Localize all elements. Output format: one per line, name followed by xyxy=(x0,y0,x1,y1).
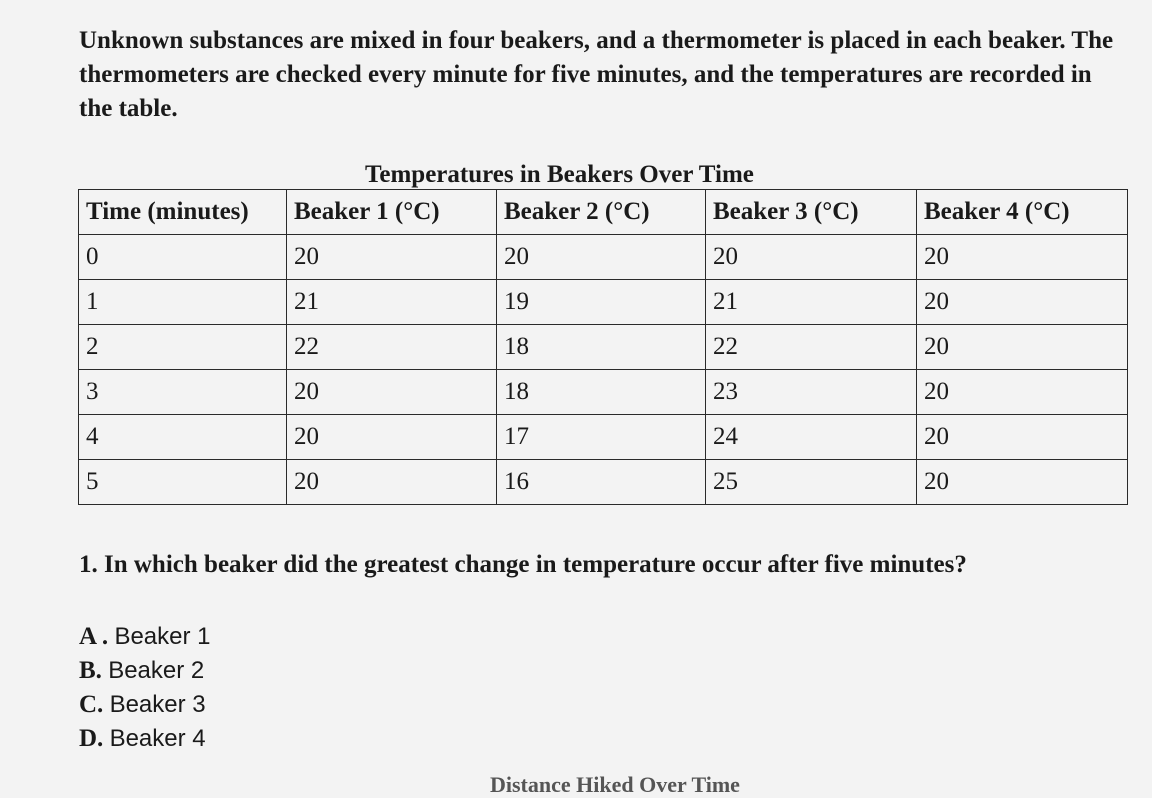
question-text: 1. In which beaker did the greatest change in temperature occur after five minutes? xyxy=(79,551,967,578)
cell-beaker-2: 20 xyxy=(497,235,706,280)
cell-beaker-1: 20 xyxy=(287,460,497,505)
cell-beaker-1: 20 xyxy=(287,415,497,460)
header-beaker-2: Beaker 2 (°C) xyxy=(497,190,706,235)
cell-time: 2 xyxy=(79,325,287,370)
table-title: Temperatures in Beakers Over Time xyxy=(365,161,754,188)
cell-beaker-1: 21 xyxy=(287,280,497,325)
answer-choices xyxy=(79,620,211,756)
choice-label: Beaker 1 xyxy=(114,623,211,650)
cell-beaker-2: 16 xyxy=(497,460,706,505)
cell-beaker-3: 24 xyxy=(706,415,917,460)
table-header-row xyxy=(79,190,1128,235)
cell-beaker-3: 23 xyxy=(706,370,917,415)
table-row xyxy=(79,460,1128,505)
choice-label: Beaker 4 xyxy=(109,725,206,752)
table-row xyxy=(79,235,1128,280)
choice-letter: D. xyxy=(79,725,104,752)
cell-time: 3 xyxy=(79,370,287,415)
choice-d[interactable] xyxy=(79,722,211,756)
cell-beaker-4: 20 xyxy=(917,280,1128,325)
choice-b[interactable] xyxy=(79,654,211,688)
table-row xyxy=(79,370,1128,415)
cell-time: 5 xyxy=(79,460,287,505)
cell-beaker-1: 20 xyxy=(287,370,497,415)
cell-beaker-2: 19 xyxy=(497,280,706,325)
next-section-heading-cutoff: Distance Hiked Over Time xyxy=(490,772,740,797)
intro-paragraph: Unknown substances are mixed in four beakers, and a thermometer is placed in each beaker. The thermometers are checked every minute for five minutes, and the temperatures are recorded in the table. xyxy=(79,27,1114,122)
choice-label: Beaker 3 xyxy=(109,691,206,718)
header-beaker-1: Beaker 1 (°C) xyxy=(287,190,497,235)
choice-label: Beaker 2 xyxy=(108,657,205,684)
cell-beaker-3: 20 xyxy=(706,235,917,280)
cell-beaker-4: 20 xyxy=(917,235,1128,280)
table-row xyxy=(79,325,1128,370)
table-row xyxy=(79,280,1128,325)
cell-beaker-3: 21 xyxy=(706,280,917,325)
cell-beaker-4: 20 xyxy=(917,415,1128,460)
cell-beaker-1: 22 xyxy=(287,325,497,370)
choice-c[interactable] xyxy=(79,688,211,722)
cell-time: 1 xyxy=(79,280,287,325)
choice-a[interactable] xyxy=(79,620,211,654)
choice-letter: B. xyxy=(79,657,102,684)
cell-beaker-1: 20 xyxy=(287,235,497,280)
header-time: Time (minutes) xyxy=(79,190,287,235)
cell-beaker-2: 18 xyxy=(497,370,706,415)
cell-time: 0 xyxy=(79,235,287,280)
cell-beaker-4: 20 xyxy=(917,370,1128,415)
cell-beaker-2: 18 xyxy=(497,325,706,370)
table-row xyxy=(79,415,1128,460)
cell-beaker-3: 22 xyxy=(706,325,917,370)
temperature-table xyxy=(78,189,1128,505)
choice-letter: A . xyxy=(79,623,109,650)
header-beaker-3: Beaker 3 (°C) xyxy=(706,190,917,235)
cell-beaker-4: 20 xyxy=(917,325,1128,370)
header-beaker-4: Beaker 4 (°C) xyxy=(917,190,1128,235)
cell-beaker-2: 17 xyxy=(497,415,706,460)
choice-letter: C. xyxy=(79,691,104,718)
cell-time: 4 xyxy=(79,415,287,460)
cell-beaker-3: 25 xyxy=(706,460,917,505)
cell-beaker-4: 20 xyxy=(917,460,1128,505)
